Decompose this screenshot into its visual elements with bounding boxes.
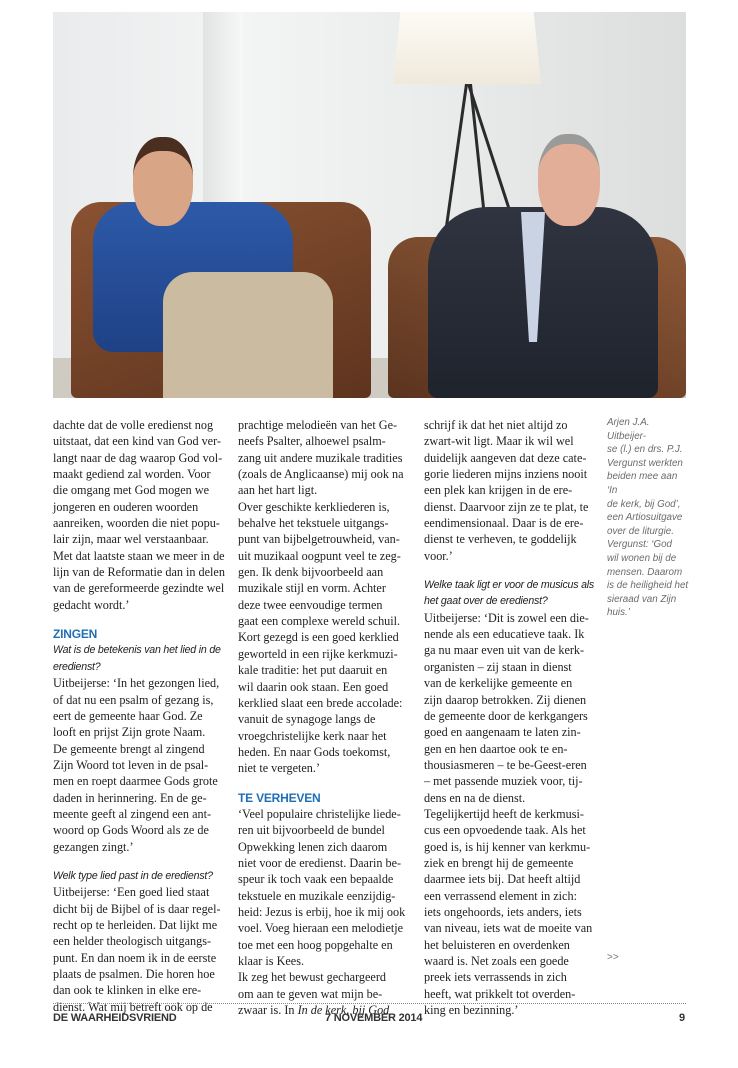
paragraph-text: Welke taak ligt er voor de musicus als het gaat over de eredienst? xyxy=(424,579,595,608)
paragraph-text: TE VERHEVEN xyxy=(238,790,321,805)
left-man-head xyxy=(133,137,193,226)
interview-photo xyxy=(53,12,686,398)
paragraph-text: Over geschikte kerkliederen is, behalve het tekstuele uitgangs- punt van bijbelgetrouwheid, van- uit muzikaal oogpunt veel te zeg- gen. Ik denk bijvoorbeeld aan muzikale stijl en vorm. Achter deze twee eenvoudige termen gaat een complexe wereld schuil. Kort gezegd is een goed kerklied geworteld in een rijke kerkmuzi- kale traditie: het put daaruit en wil daarin ook staan. Een goed kerklied slaat een brede accolade: vanuit de synagoge langs de vroegchristelijke kerk naar het heden. En naar Gods toekomst, niet te vergeten.’ xyxy=(238,499,403,776)
interview-question xyxy=(53,868,231,884)
paragraph xyxy=(424,610,604,806)
book-title: In de kerk, bij God xyxy=(297,1003,390,1018)
page-number: 9 xyxy=(679,1012,685,1024)
paragraph-text: prachtige melodieën van het Ge- neefs Psalter, alhoewel psalm- zang uit andere muzikale tradities (zoals de Anglicaanse) mij ook na aan het hart ligt. xyxy=(238,418,404,498)
publication-name: DE WAARHEIDSVRIEND xyxy=(53,1012,177,1024)
paragraph xyxy=(53,417,231,613)
paragraph-text: Welk type lied past in de eredienst? xyxy=(53,869,213,882)
photo-caption: Arjen J.A. Uitbeijer- se (l.) en drs. P.J. Vergunst werkten beiden mee aan ‘In de kerk, bij God’, een Artiosuitgave over de liturgie. Vergunst: ‘God wil wonen bij de mensen. Daarom is de heiligheid het sieraad van Zijn huis.’ xyxy=(607,417,689,619)
interview-question xyxy=(53,642,231,675)
footer-divider xyxy=(53,1003,686,1004)
paragraph xyxy=(238,499,418,777)
paragraph-text: ZINGEN xyxy=(53,627,98,642)
left-man-trousers xyxy=(163,272,333,398)
continued-marker: >> xyxy=(607,952,619,963)
article-column-2 xyxy=(238,417,418,1018)
paragraph xyxy=(424,417,604,564)
paragraph-text: ‘Veel populaire christelijke liede- ren uit bijvoorbeeld de bundel Opwekking lenen zich daarom niet voor de eredienst. Daarin be- speur ik toch vaak een bepaalde tekstuele en muzikale eenzijdig- heid: Jezus is erbij, hoe ik mij ook voel. Voeg hieraan een melodietje toe met een hoog popgehalte en klaar is Kees. xyxy=(238,806,406,968)
paragraph-text: Uitbeijerse: ‘In het gezongen lied, of dat nu een psalm of gezang is, eert de gemeente haar God. Ze looft en prijst Zijn grote Naam. De gemeente brengt al zingend Zijn Woord tot leven in de psal- men en roept daarmee Gods grote daden in herinnering. En de ge- meente geeft al zingend een ant- woord op Gods Woord als ze de gezangen zingt.’ xyxy=(53,676,220,854)
paragraph-text: schrijf ik dat het niet altijd zo zwart-wit ligt. Maar ik wil wel duidelijk aangeven dat deze cate- gorie liederen mijns inziens nooit een plek kan krijgen in de ere- dienst. Daarvoor zijn ze te plat, te eendimensionaal. Daar is de ere- dienst te verheven, te goddelijk voor.’ xyxy=(424,418,589,563)
section-heading xyxy=(238,790,418,806)
paragraph-text: Tegelijkertijd heeft de kerkmusi- cus een opvoedende taak. Als het goed is, is hij kenner van kerkmu- ziek en brengt hij de gemeente daarmee iets bij. Dat heeft altijd een verrassend element in zich: iets ongehoords, iets anders, iets van niveau, iets wat de moeite van het beluisteren en overdenken waard is. Net zoals een goede preek iets verrassends in zich heeft, wat prikkelt tot overden- king en bezinning.’ xyxy=(424,806,593,1018)
paragraph-text: Wat is de betekenis van het lied in de eredienst? xyxy=(53,644,221,673)
paragraph xyxy=(238,806,418,969)
paragraph-text: Ik zeg het bewust gechargeerd om aan te geven wat mijn be- zwaar is. In xyxy=(238,970,386,1018)
section-heading xyxy=(53,626,231,642)
issue-date: 7 NOVEMBER 2014 xyxy=(325,1012,423,1024)
paragraph xyxy=(238,417,418,499)
paragraph xyxy=(424,806,604,1018)
paragraph-text: Uitbeijerse: ‘Dit is zowel een die- nende als een educatieve taak. Ik ga nu maar even uit van de kerk- organisten – zij staan in dienst van de kerkelijke gemeente en zijn daarop betrokken. Zij dienen de gemeente door de kerkgangers goed en aangenaam te laten zin- gen en hen daartoe ook te en- thousiasmeren – te be-Geest-eren – met passende muziek voor, tij- dens en na de dienst. xyxy=(424,610,589,805)
article-column-3 xyxy=(424,417,604,1018)
paragraph-text: Uitbeijerse: ‘Een goed lied staat dicht bij de Bijbel of is daar regel- recht op te herleiden. Dat lijkt me een helder theologisch uitgangs- punt. En dan noem ik in de eerste plaats de psalmen. Die horen hoe dan ook te klinken in elke ere- dienst. Wat mij betreft ook op de xyxy=(53,885,221,1014)
interview-question xyxy=(424,577,604,610)
lamp-shade xyxy=(393,12,541,84)
paragraph-text: dachte dat de volle eredienst nog uitstaat, dat een kind van God ver- langt naar de dag waarop God vol- maakt gediend zal worden. Voor die omgang met God mogen we jongeren en ouderen woorden aanreiken, woorden die niet popu- lair zijn, maar wel verstaanbaar. Met dat laatste staan we meer in de lijn van de Reformatie dan in delen van de gereformeerde gezindte wel gedacht wordt.’ xyxy=(53,418,225,612)
right-man-head xyxy=(538,134,600,226)
article-column-1 xyxy=(53,417,231,1015)
paragraph xyxy=(53,884,231,1015)
paragraph xyxy=(53,675,231,855)
